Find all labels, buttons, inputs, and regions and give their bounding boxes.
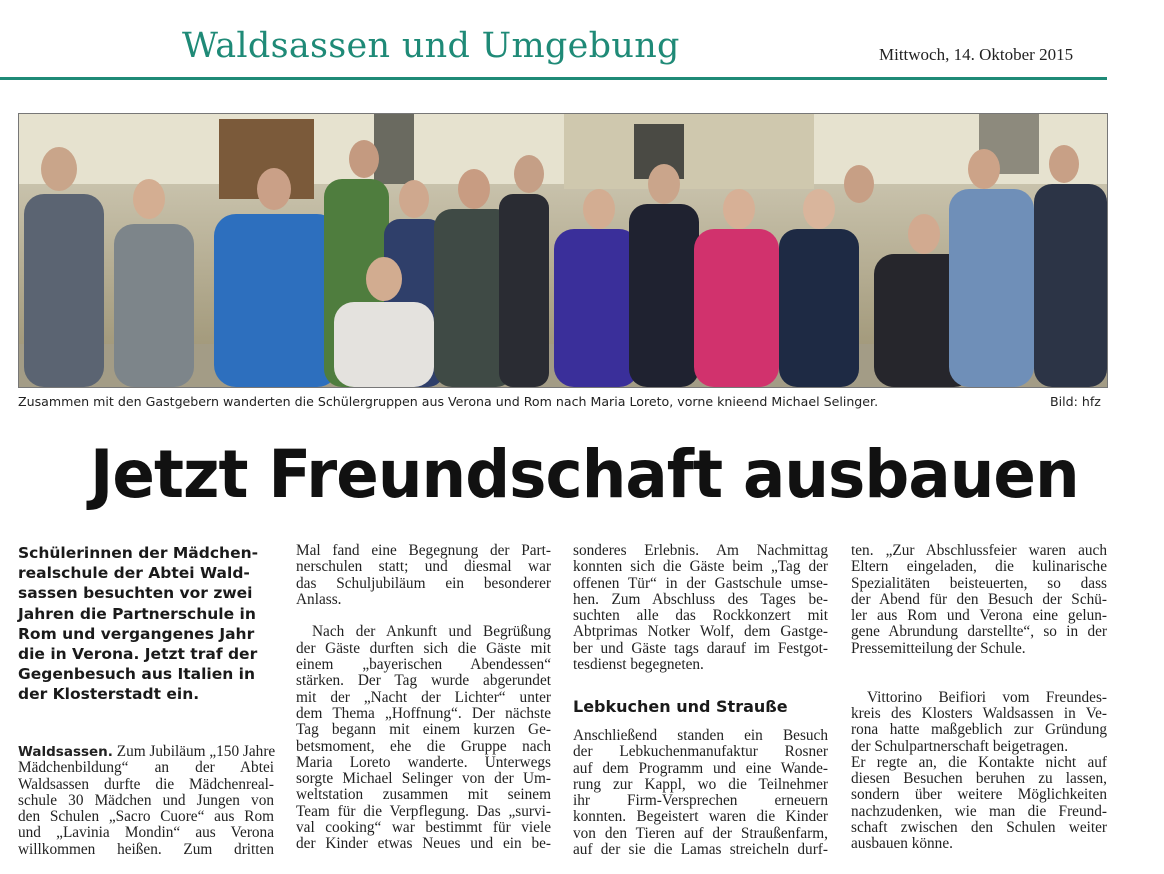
text-line: schule 30 Mädchen und Jungen von	[18, 791, 274, 809]
lead-line: Gegenbesuch aus Italien in	[18, 665, 256, 684]
text-line: rung zur Kappl, wo die Teilnehmer	[573, 775, 828, 793]
text-line: Team für die Verpflegung. Das „survi-	[296, 802, 551, 820]
body-column-3-continued	[573, 728, 828, 858]
lead-line: der Klosterstadt ein.	[18, 685, 200, 704]
text-line: sondern über weitere Möglichkeiten	[851, 786, 1107, 804]
text-line: ausbauen könne.	[851, 835, 953, 853]
text-line: ber und Gäste tags darauf im Festgot-	[573, 639, 828, 657]
text-line: nachzudenken, wie man die Freund-	[851, 802, 1107, 820]
text-line: Mal fand eine Begegnung der Part-	[296, 542, 551, 559]
text-line: der Kinder etwas Neues und ein be-	[296, 835, 551, 853]
text-line: sorgte Michael Selinger von der Um-	[296, 770, 551, 788]
text-line: Nach der Ankunft und Begrüßung	[312, 623, 551, 641]
text-line: gene Abrundung darstellte“, so in der	[851, 623, 1107, 641]
text-line: dem Thema „Hoffnung“. Der nächste	[296, 704, 551, 722]
body-column-2	[296, 543, 551, 853]
text-line: das Schuljubiläum ein besonderer	[296, 574, 551, 592]
text-line: Anschließend standen ein Besuch	[573, 727, 828, 744]
lead-line: die in Verona. Jetzt traf der	[18, 645, 258, 664]
text-line: rona hatte maßgeblich zur Gründung	[851, 721, 1107, 739]
lead-line: Schülerinnen der Mädchen-	[18, 544, 259, 562]
text-line: Waldsassen. Zum Jubiläum „150 Jahre	[18, 743, 276, 760]
lead-line: Jahren die Partnerschule in	[18, 604, 256, 623]
body-column-1	[18, 744, 274, 858]
text-line: schaft zwischen den Schulen weiter	[851, 819, 1107, 837]
lead-line: sassen besuchten vor zwei	[18, 584, 253, 603]
text-line: und „Lavinia Mondin“ aus Verona	[18, 824, 274, 842]
header-rule	[0, 77, 1107, 80]
text-line: von den Tieren auf der Straußenfarm,	[573, 824, 828, 842]
text-line: Er regte an, die Kontakte nicht auf	[851, 753, 1107, 771]
text-line: ten. „Zur Abschlussfeier waren auch	[851, 542, 1107, 559]
text-line: der Lebkuchenmanufaktur Rosner	[573, 743, 828, 761]
text-line: betsmoment, ehe die Gruppe nach	[296, 737, 551, 755]
text-line: willkommen heißen. Zum dritten	[18, 840, 274, 858]
text-line: Maria Loreto wanderte. Unterwegs	[296, 753, 551, 771]
text-line: Mädchenbildung“ an der Abtei	[18, 759, 274, 777]
lead-line: Rom und vergangenes Jahr	[18, 624, 255, 643]
text-line: stärken. Der Tag wurde abgerundet	[296, 672, 551, 690]
section-title: Waldsassen und Umgebung	[182, 26, 680, 66]
text-line: ler aus Rom und Verona eine gelun-	[851, 607, 1107, 625]
text-line: Anlass.	[296, 590, 342, 608]
text-line: diesen Besuchen beruhen zu lassen,	[851, 770, 1107, 788]
text-line: kreis des Klosters Waldsassen in Ve-	[851, 704, 1107, 722]
text-line: Pressemitteilung der Schule.	[851, 639, 1026, 657]
text-line: offenen Tür“ in der Gastschule umse-	[573, 574, 828, 592]
text-line: Tag begann mit einem kurzen Ge-	[296, 721, 551, 739]
text-line: mit der „Nacht der Lichter“ unter	[296, 688, 551, 706]
body-column-3	[573, 543, 828, 673]
photo-caption: Zusammen mit den Gastgebern wanderten die Schülergruppen aus Verona und Rom nach Maria Loreto, vorne knieend Michael Selinger.	[18, 394, 879, 409]
lead-paragraph	[18, 543, 258, 705]
text-line: auf dem Programm und eine Wande-	[573, 759, 828, 777]
text-line: Eltern eingeladen, die kulinarische	[851, 558, 1107, 576]
text-line: ihr Firm-Versprechen erneuern	[573, 792, 828, 810]
text-line: Abtprimas Notker Wolf, dem Gastge-	[573, 623, 828, 641]
text-line: weltstation zusammen mit seinem	[296, 786, 551, 804]
text-line: suchten alle das Rockkonzert mit	[573, 607, 828, 625]
dateline: Waldsassen.	[18, 744, 113, 760]
text-line: Vittorino Beifiori vom Freundes-	[867, 688, 1107, 706]
text-line: sonderes Erlebnis. Am Nachmittag	[573, 542, 828, 559]
text-line: tesdienst begegneten.	[573, 656, 704, 674]
text-line: val cooking“ war bestimmt für viele	[296, 819, 551, 837]
subheading: Lebkuchen und Strauße	[573, 697, 788, 716]
group-photo	[18, 113, 1108, 388]
text-line: Spezialitäten beisteuerten, so dass	[851, 574, 1107, 592]
text-line: konnten sich die Gäste beim „Tag der	[573, 558, 828, 576]
body-column-4	[851, 543, 1107, 853]
lead-line: realschule der Abtei Wald-	[18, 564, 250, 583]
text-line: einem „bayerischen Abendessen“	[296, 656, 551, 674]
text-line: hen. Zum Abschluss des Tages be-	[573, 590, 828, 608]
headline: Jetzt Freundschaft ausbauen	[90, 436, 1079, 513]
text-line: der Abend für den Besuch der Schü-	[851, 590, 1107, 608]
text-line: konnten. Begeistert waren die Kinder	[573, 808, 828, 826]
text-line: der Gäste durften sich die Gäste mit	[296, 639, 551, 657]
text-line: den Schulen „Sacro Cuore“ aus Rom	[18, 808, 274, 826]
text-line: nerschulen statt; und diesmal war	[296, 558, 551, 576]
issue-date: Mittwoch, 14. Oktober 2015	[879, 45, 1074, 64]
text-line: Waldsassen durfte die Mädchenreal-	[18, 775, 274, 793]
text-line: auf der sie die Lamas streicheln durf-	[573, 841, 828, 859]
text-line: der Schulpartnerschaft beigetragen.	[851, 737, 1069, 755]
photo-credit: Bild: hfz	[1050, 394, 1101, 409]
